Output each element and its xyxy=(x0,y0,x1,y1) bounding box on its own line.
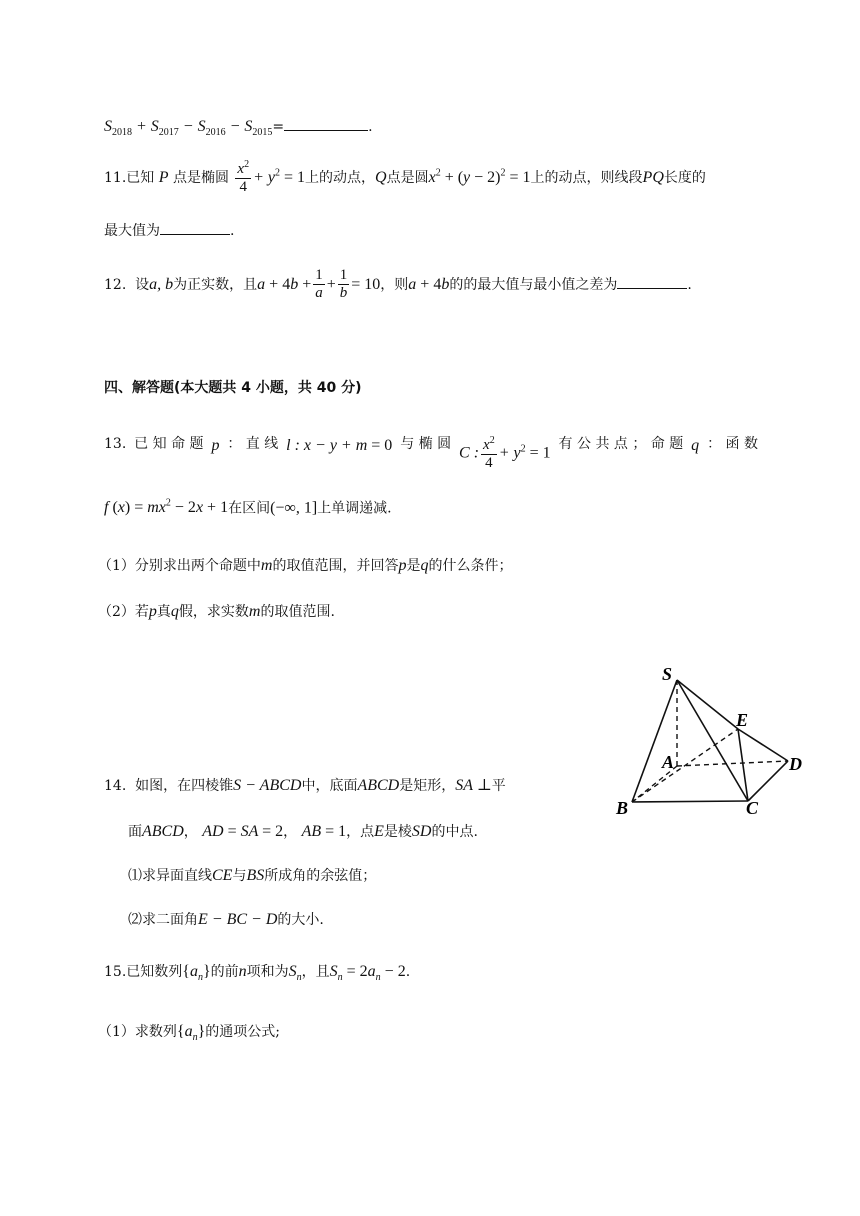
q14-part-1: ⑴求异面直线CE与BS所成角的余弦值； xyxy=(128,867,377,884)
question-number: 14. xyxy=(104,778,127,794)
q10-answer-line: $S_{2018} + S_{2017} - S_{2016} - S_{2015}=$ . xyxy=(104,118,373,139)
equals-sign: = xyxy=(272,119,285,135)
math-sequence: $\{a_n\}$ xyxy=(182,963,211,984)
figure-label-b: B xyxy=(616,798,629,818)
math-var-q: q xyxy=(691,437,700,454)
math-line-equation: l : x − y + m = 0 xyxy=(286,437,393,454)
answer-blank[interactable] xyxy=(617,274,687,289)
question-number: 11. xyxy=(104,170,127,186)
math-var-pq: PQ xyxy=(642,169,664,186)
math-ellipse-rest: + $y^2 = 1$ xyxy=(253,167,306,186)
q11-line-1: 11.已知 P 点是椭圆 $\frac{x^2}{4}$ + $y^2 = 1$上的动点，Q点是圆$x^2 + (y - 2)^2 = 1$上的动点，则线段PQ长度的 xyxy=(104,159,706,195)
math-var-p: P xyxy=(158,169,169,186)
question-number: 13. xyxy=(104,436,127,452)
figure-label-a: A xyxy=(662,752,675,772)
math-condition: a + 4b + xyxy=(257,276,312,293)
q12-line: 12. 设a, b为正实数，且a + 4b + $\frac{1}{a}$ + $\frac{1}{b}$ = 10，则a + 4b的的最大值与最小值之差为 . xyxy=(104,267,692,301)
section-heading: 四、解答题(本大题共 4 小题，共 40 分) xyxy=(104,380,362,396)
figure-label-c: C xyxy=(746,798,759,818)
answer-blank[interactable] xyxy=(160,220,230,235)
pyramid-figure xyxy=(600,660,830,820)
math-circle-equation: $x^2 + (y - 2)^2 = 1$ xyxy=(428,167,531,186)
math-function: f $(x) = mx^2 - 2x + 1$ xyxy=(104,498,229,517)
q15-line-1: 15.已知数列$\{a_n\}$的前n项和为$S_n$，且$S_n = 2a_n - 2$. xyxy=(104,963,411,984)
figure-label-s: S xyxy=(662,664,673,684)
math-ellipse-c: C : $\frac{x^2}{4}$ + $y^2 = 1$ xyxy=(459,435,551,471)
math-interval: (−∞, 1] xyxy=(270,499,318,517)
math-vars-ab: a, b xyxy=(149,276,174,293)
q15-part-1: （1）求数列$\{a_n\}$的通项公式; xyxy=(98,1023,281,1044)
question-number: 12. xyxy=(104,277,127,293)
q13-line-1: 13. 已 知 命 题 p ： 直 线 l : x − y + m = 0 与 椭 圆 C : $\frac{x^2}{4}$ + $y^2 = 1$ 有 公 共 点 ； 命 题 q ： 函 数 xyxy=(104,435,758,471)
q14-part-2: ⑵求二面角E − BC − D的大小. xyxy=(128,911,324,928)
answer-blank[interactable] xyxy=(284,116,368,131)
figure-label-e: E xyxy=(736,710,749,730)
question-number: 15. xyxy=(104,964,127,980)
q13-part-2: （2）若p真q假，求实数m的取值范围. xyxy=(98,603,335,620)
math-var-q: Q xyxy=(375,169,387,186)
fraction-x2-over-4: $\frac{x^2}{4}$ xyxy=(237,159,250,195)
q14-line-2: 面ABCD， AD = SA = 2， AB = 1，点E是棱SD的中点. xyxy=(128,823,478,840)
q13-part-1: （1）分别求出两个命题中m的取值范围，并回答p是q的什么条件； xyxy=(98,557,513,574)
math-sn-formula: $S_n = 2a_n - 2$ xyxy=(329,963,406,984)
math-a-plus-4b: a + 4b xyxy=(408,276,450,293)
fraction-1-over-a: $\frac{1}{a}$ xyxy=(315,267,323,301)
q11-line-2: 最大值为 . xyxy=(104,220,234,240)
math-var-p: p xyxy=(211,437,220,454)
fraction-1-over-b: $\frac{1}{b}$ xyxy=(339,267,348,301)
q14-line-1: 14. 如图，在四棱锥S − ABCD中，底面ABCD是矩形，SA ⊥平 xyxy=(104,777,506,794)
figure-label-d: D xyxy=(789,754,802,774)
q13-line-2: f $(x) = mx^2 - 2x + 1$在区间(−∞, 1]上单调递减. xyxy=(104,498,392,517)
math-sum-expression: $S_{2018} + S_{2017} - S_{2016} - S_{2015}$ xyxy=(104,118,273,139)
